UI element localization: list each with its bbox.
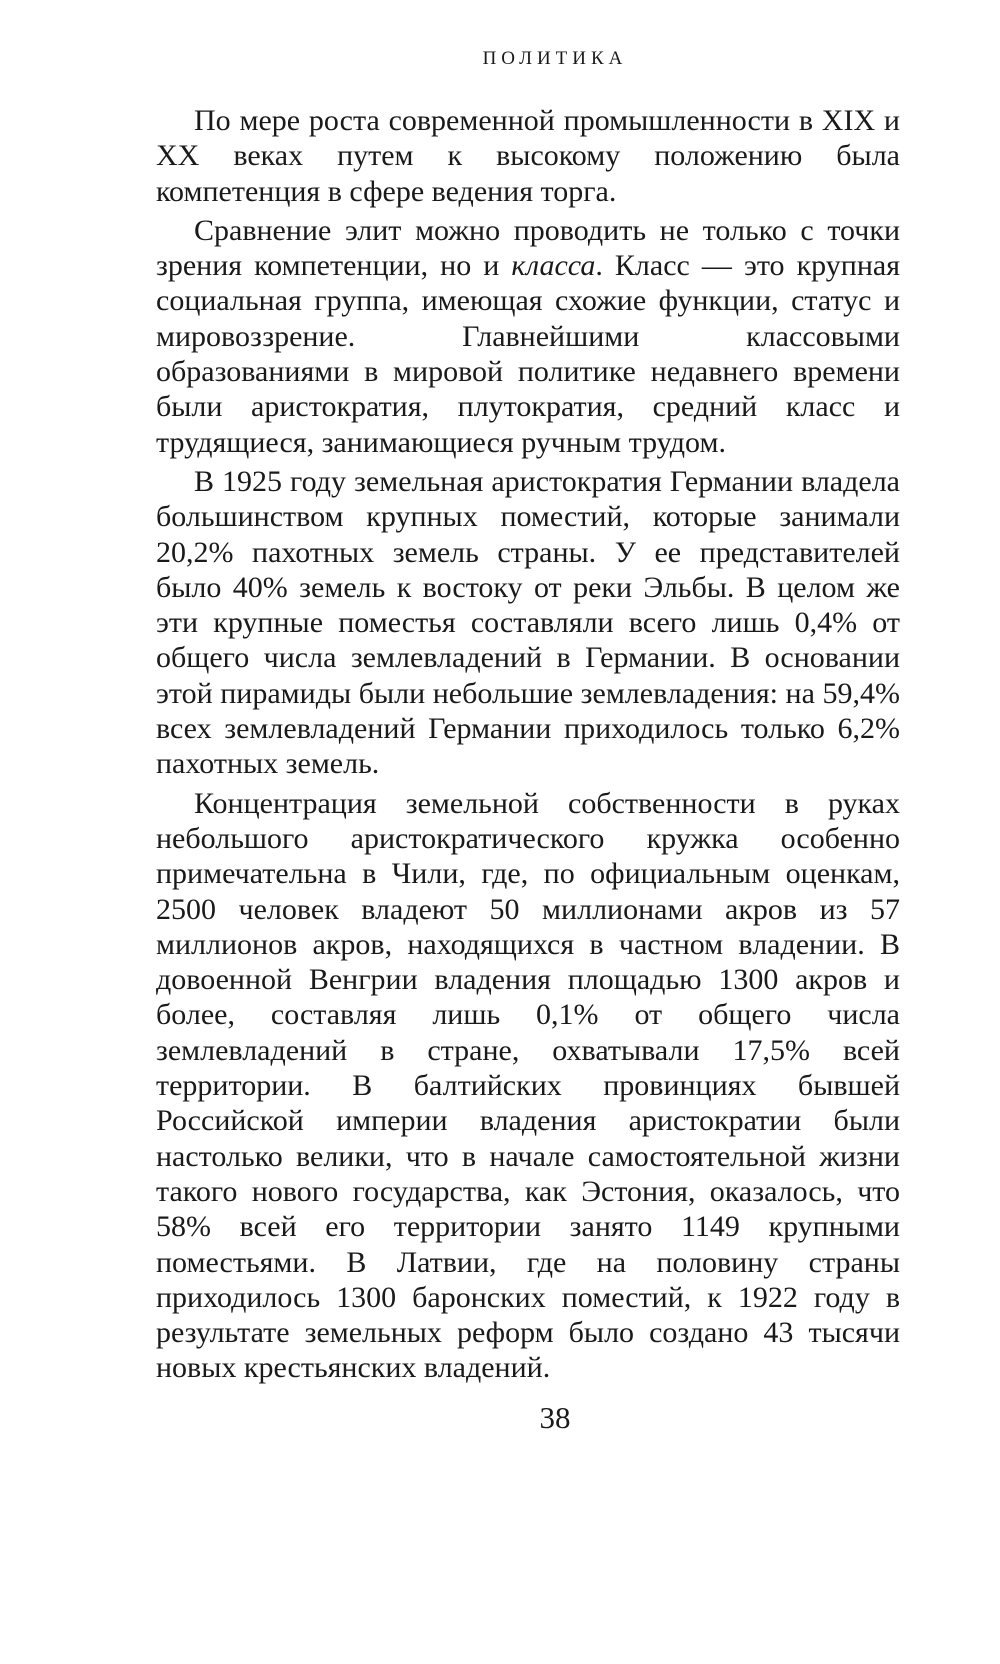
paragraph-2-start: Сравнение элит можно проводить не только с точки зрения компетенции, но и xyxy=(156,213,900,283)
paragraph-4: Концентрация земельной собственности в руках небольшого аристократического кружка особенно примечательна в Чили, где, по официальным оценкам, 2500 человек владеют 50 миллионами акров из 57 миллионов акров, находящихся в частном владении. В довоенной Венгрии владения площадью 1300 акров и более, составляя лишь 0,1% от общего числа землевладений в стране, охватывали 17,5% всей территории. В балтийских провинциях бывшей Российской империи владения аристократии были настолько велики, что в начале самостоятельной жизни такого нового государства, как Эстония, оказалось, что 58% всей его территории занято 1149 крупными поместьями. В Латвии, где на половину страны приходилось 1300 баронских поместий, к 1922 году в результате земельных реформ было создано 43 тысячи новых крестьянских владений. xyxy=(156,786,900,1385)
emphasis-class: класса xyxy=(511,249,596,283)
running-title: ПОЛИТИКА xyxy=(482,48,628,69)
paragraph-1: По мере роста современной промышленности в XIX и XX веках путем к высокому положению была компетенция в сфере ведения торга. xyxy=(156,104,900,208)
paragraph-2 xyxy=(156,213,900,460)
body-text xyxy=(156,103,900,1390)
paragraph-3: В 1925 году земельная аристократия Германии владела большинством крупных поместий, которые занимали 20,2% пахотных земель страны. У ее представителей было 40% земель к востоку от реки Эльбы. В целом же эти крупные поместья составляли всего лишь 0,4% от общего числа землевладений в Германии. В основании этой пирамиды были небольшие землевладения: на 59,4% всех землевладений Германии приходилось только 6,2% пахотных земель. xyxy=(156,464,900,781)
page-number: 38 xyxy=(539,1400,571,1435)
paragraph-2-end: . Класс — это крупная социальная группа, имеющая схожие функции, статус и мировоззрение. Главнейшими классовыми образованиями в мировой политике недавнего времени были аристократия, плутократия, средний класс и трудящиеся, занимающиеся ручным трудом. xyxy=(156,249,900,459)
